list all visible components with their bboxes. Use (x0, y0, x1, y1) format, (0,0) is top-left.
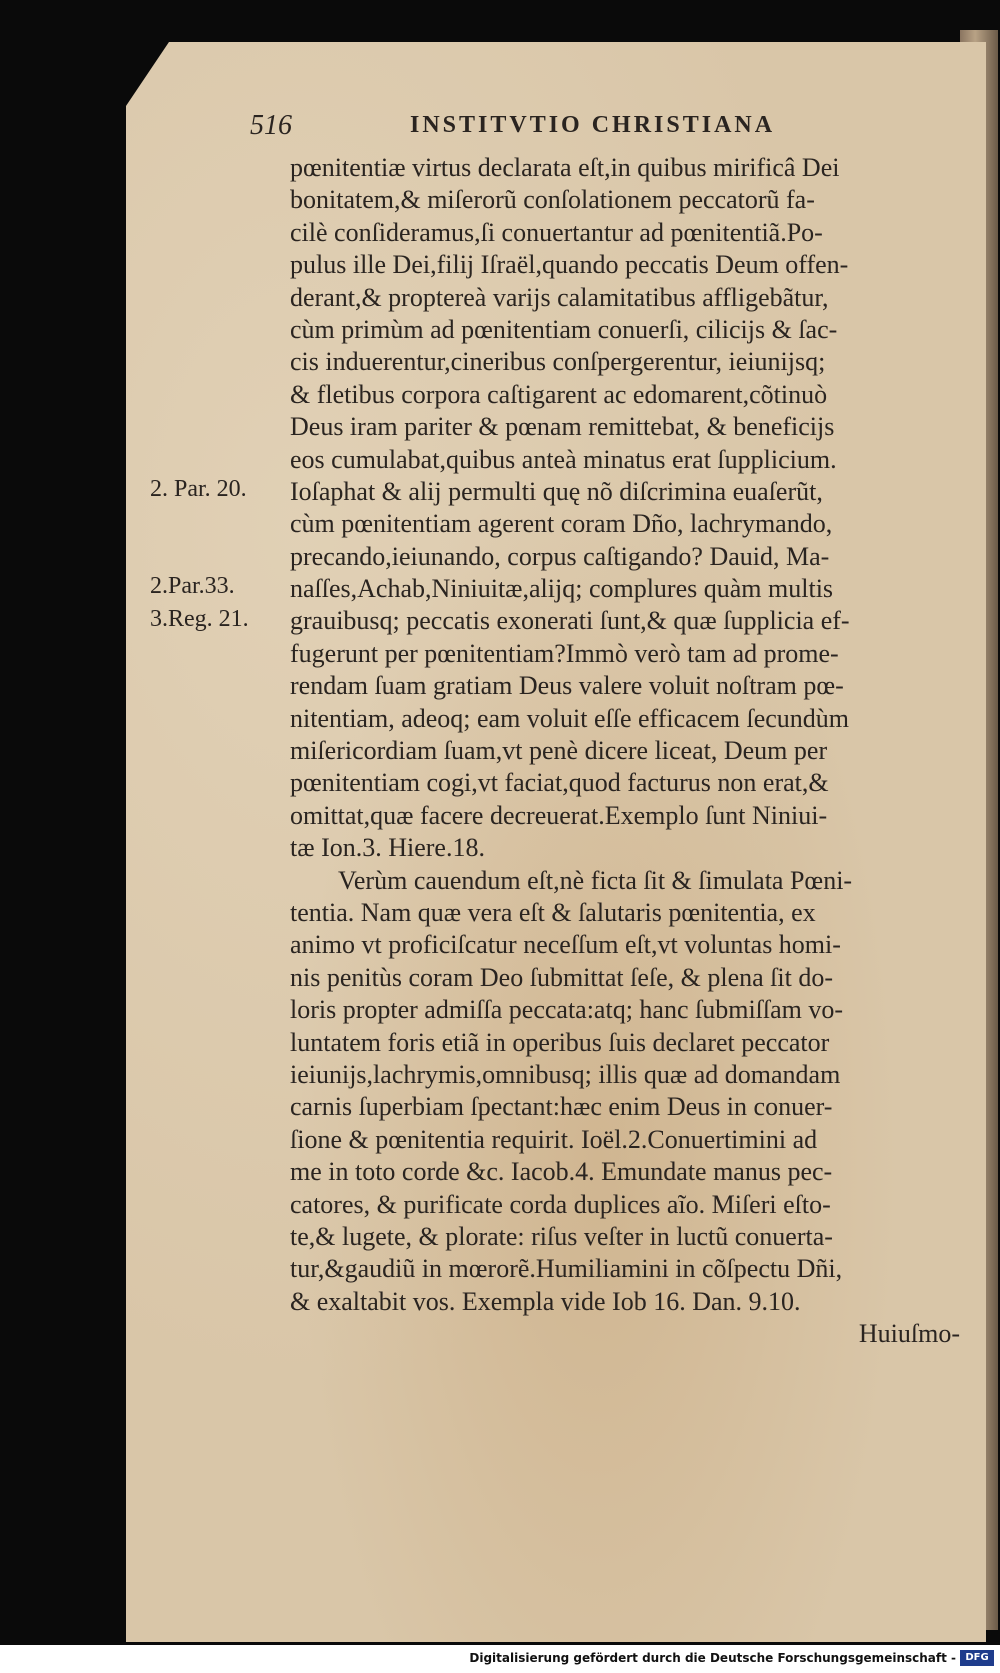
margin-note-2: 2.Par.33. (150, 573, 235, 599)
text-line: rendam ſuam gratiam Deus valere voluit noſtram pœ- (290, 671, 844, 701)
text-line: tæ Ion.3. Hiere.18. (290, 833, 485, 863)
text-line: bonitatem,& miſerorũ conſolationem peccatorũ fa- (290, 185, 815, 215)
text-line: loris propter admiſſa peccata:atq; hanc ſubmiſſam vo- (290, 995, 844, 1025)
text-line: ieiunijs,lachrymis,omnibusq; illis quæ ad domandam (290, 1059, 841, 1089)
text-line: pœnitentiam cogi,vt faciat,quod facturus non erat,& (290, 768, 829, 798)
text-line: me in toto corde &c. Iacob.4. Emundate manus pec- (290, 1157, 833, 1187)
text-line: & fletibus corpora caſtigarent ac edomarent,cõtinuò (290, 379, 828, 409)
dfg-logo: DFG (960, 1650, 994, 1666)
text-line: te,& lugete, & plorate: riſus veſter in luctũ conuerta- (290, 1221, 833, 1251)
text-line: tentia. Nam quæ vera eſt & ſalutaris pœnitentia, ex (290, 897, 816, 927)
text-line: pœnitentiæ virtus declarata eſt,in quibus mirificâ Dei (290, 153, 840, 182)
text-line: miſericordiam ſuam,vt penè dicere liceat, Deum per (290, 736, 828, 766)
text-line: naſſes,Achab,Niniuitæ,alijq; complures quàm multis (290, 574, 834, 604)
margin-note-3: 3.Reg. 21. (150, 606, 249, 632)
catchword: Huiuſmo- (858, 1319, 960, 1349)
footer-credit: Digitalisierung gefördert durch die Deutsche Forschungsgemeinschaft - (469, 1651, 956, 1665)
text-line: omittat,quæ facere decreuerat.Exemplo ſunt Niniui- (290, 800, 828, 830)
text-line: Ioſaphat & alij permulti quę nõ diſcrimina euaſerũt, (290, 476, 823, 506)
text-line: precando,ieiunando, corpus caſtigando? Dauid, Ma- (290, 541, 830, 571)
text-line: pulus ille Dei,filij Iſraël,quando peccatis Deum offen- (290, 250, 849, 280)
text-line: grauibusq; peccatis exonerati ſunt,& quæ ſupplicia ef- (290, 606, 850, 636)
page-number: 516 (250, 110, 292, 141)
text-line: eos cumulabat,quibus anteà minatus erat ſupplicium. (290, 444, 837, 474)
text-line: cilè conſideramus,ſi conuertantur ad pœnitentiã.Po- (290, 217, 823, 247)
text-line: derant,& proptereà varijs calamitatibus affligebãtur, (290, 282, 829, 312)
page-header (250, 110, 850, 150)
text-line: animo vt proficiſcatur neceſſum eſt,vt voluntas homi- (290, 930, 841, 960)
body-text (290, 152, 960, 1350)
text-line: cis induerentur,cineribus conſpergerentur, ieiunijsq; (290, 347, 826, 377)
footer-bar (0, 1645, 1000, 1673)
running-title: INSTITVTIO CHRISTIANA (410, 112, 776, 138)
text-line: carnis ſuperbiam ſpectant:hæc enim Deus in conuer- (290, 1092, 833, 1122)
text-line: luntatem foris etiã in operibus ſuis declaret peccator (290, 1027, 830, 1057)
margin-note-1: 2. Par. 20. (150, 476, 247, 502)
text-line: Deus iram pariter & pœnam remittebat, & beneficijs (290, 412, 835, 442)
text-line: Verùm cauendum eſt,nè ficta ſit & ſimulata Pœni- (338, 865, 853, 895)
text-line: fugerunt per pœnitentiam?Immò verò tam ad prome- (290, 638, 839, 668)
text-line: ſione & pœnitentia requirit. Ioël.2.Conuertimini ad (290, 1124, 818, 1154)
text-line: cùm primùm ad pœnitentiam conuerſi, cilicijs & ſac- (290, 314, 838, 344)
text-line: tur,&gaudiũ in mœrorẽ.Humiliamini in cõſpectu Dñi, (290, 1254, 843, 1284)
text-line: nis penitùs coram Deo ſubmittat ſeſe, & plena ſit do- (290, 962, 833, 992)
text-line: cùm pœnitentiam agerent coram Dño, lachrymando, (290, 509, 833, 539)
text-line: & exaltabit vos. Exempla vide Iob 16. Dan. 9.10. (290, 1286, 801, 1316)
text-line: catores, & purificate corda duplices aĩo. Miſeri eſto- (290, 1189, 831, 1219)
text-line: nitentiam, adeoq; eam voluit eſſe efficacem ſecundùm (290, 703, 850, 733)
